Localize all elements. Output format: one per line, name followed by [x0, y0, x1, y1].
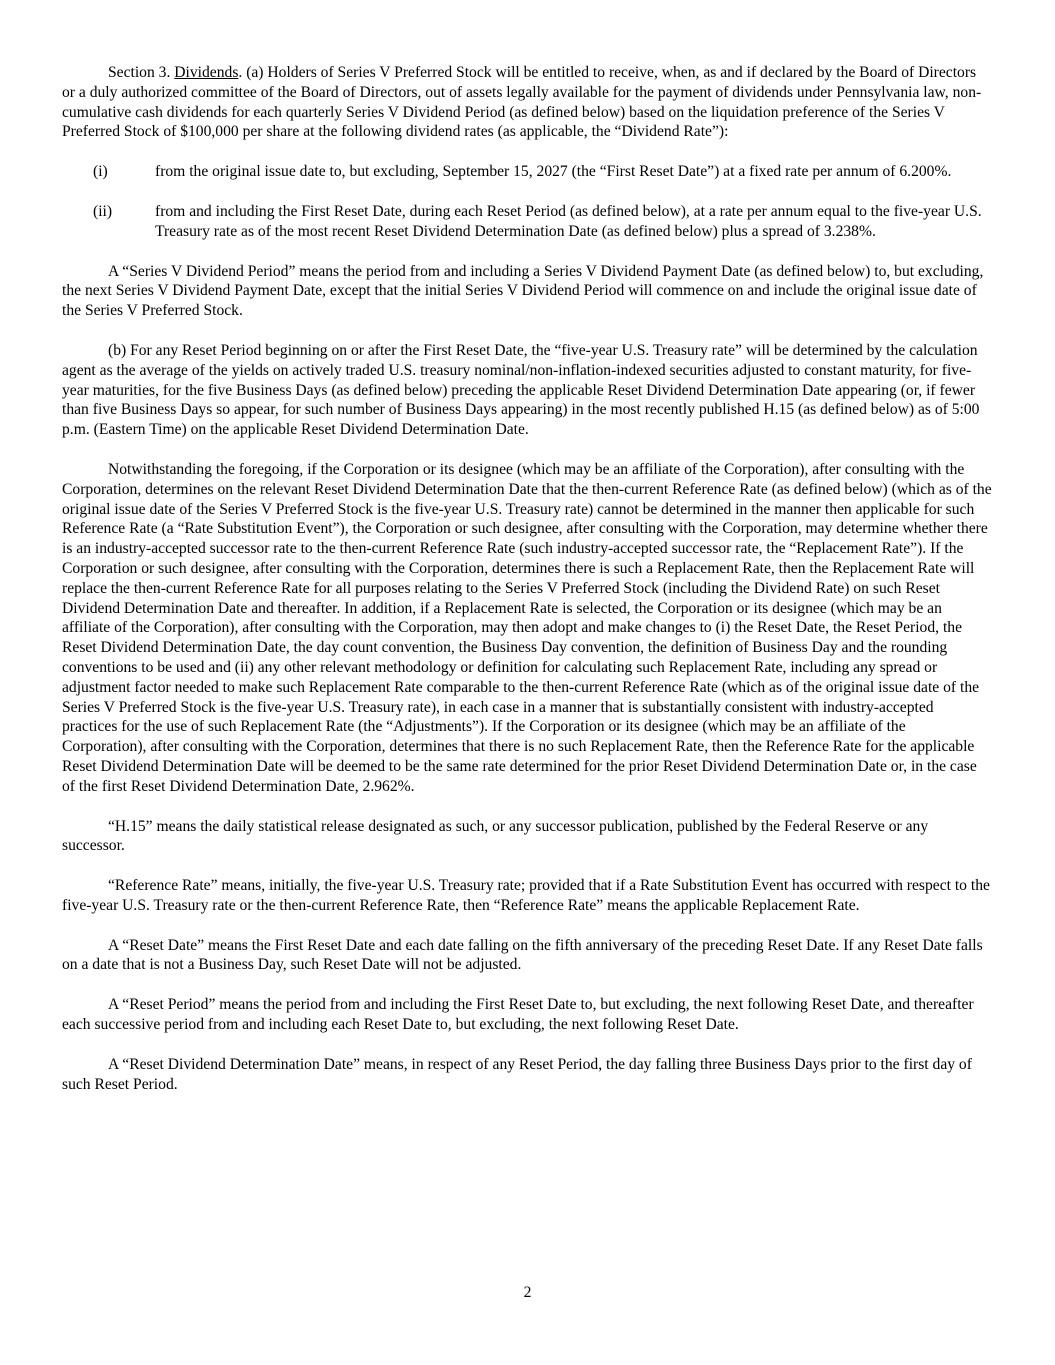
item-number: (i) — [93, 163, 108, 181]
page-number: 2 — [523, 1284, 532, 1301]
item-text: from and including the First Reset Date, during each Reset Period (as defined below), at a rate per annum equal to the five-year U.S. Treasury rate as of the most recent Reset Dividend Determination Date (as defined below) plus a spread of 3.238%. — [155, 202, 982, 240]
section-heading: Dividends — [174, 64, 239, 81]
rate-substitution-paragraph: Notwithstanding the foregoing, if the Corporation or its designee (which may be an affiliate of the Corporation), after consulting with the Corporation, determines on the relevant Reset Dividend Determination Date that the then-current Reference Rate (as defined below) (which as of the original issue date of the Series V Preferred Stock is the five-year U.S. Treasury rate) cannot be determined in the manner then applicable for such Reference Rate (a “Rate Substitution Event”), the Corporation or such designee, after consulting with the Corporation, may determine whether there is an industry-accepted successor rate to the then-current Reference Rate (such industry-accepted successor rate, the “Replacement Rate”). If the Corporation or such designee, after consulting with the Corporation, determines there is such a Replacement Rate, then the Replacement Rate will replace the then-current Reference Rate for all purposes relating to the Series V Preferred Stock (including the Dividend Rate) on such Reset Dividend Determination Date and thereafter. In addition, if a Replacement Rate is selected, the Corporation or its designee (which may be an affiliate of the Corporation), after consulting with the Corporation, may then adopt and make changes to (i) the Reset Date, the Reset Period, the Reset Dividend Determination Date, the day count convention, the Business Day convention, the definition of Business Day and the rounding conventions to be used and (ii) any other relevant methodology or definition for calculating such Replacement Rate, including any spread or adjustment factor needed to make such Replacement Rate comparable to the then-current Reference Rate (which as of the original issue date of the Series V Preferred Stock is the five-year U.S. Treasury rate), in each case in a manner that is substantially consistent with industry-accepted practices for the use of such Replacement Rate (the “Adjustments”). If the Corporation or its designee (which may be an affiliate of the Corporation), after consulting with the Corporation, determines that there is no such Replacement Rate, then the Reference Rate for the applicable Reset Dividend Determination Date will be deemed to be the same rate determined for the prior Reset Dividend Determination Date or, in the case of the first Reset Dividend Determination Date, 2.962%. — [62, 460, 992, 795]
section-3-paragraph — [62, 63, 992, 142]
section-label: Section 3. — [108, 64, 171, 81]
series-v-dividend-period-paragraph: A “Series V Dividend Period” means the period from and including a Series V Dividend Payment Date (as defined below) to, but excluding, the next Series V Dividend Payment Date, except that the initial Series V Dividend Period will commence on and include the original issue date of the Series V Preferred Stock. — [62, 262, 984, 320]
item-number: (ii) — [93, 202, 113, 220]
item-text: from the original issue date to, but excluding, September 15, 2027 (the “First Reset Date”) at a fixed rate per annum of 6.200%. — [155, 163, 952, 181]
dividend-rate-item — [62, 162, 992, 182]
reset-period-definition-paragraph: A “Reset Period” means the period from and including the First Reset Date to, but excluding, the next following Reset Date, and thereafter each successive period from and including each Reset Date to, but excluding, the next following Reset Date. — [62, 996, 974, 1034]
h15-definition-paragraph: “H.15” means the daily statistical release designated as such, or any successor publication, published by the Federal Reserve or any successor. — [62, 817, 929, 855]
reference-rate-definition-paragraph: “Reference Rate” means, initially, the five-year U.S. Treasury rate; provided that if a Rate Substitution Event has occurred with respect to the five-year U.S. Treasury rate or the then-current Reference Rate, then “Reference Rate” means the applicable Replacement Rate. — [62, 877, 990, 914]
dividend-rate-item — [62, 202, 992, 242]
section-intro: . (a) Holders of Series V Preferred Stock will be entitled to receive, when, as and if declared by the Board of Directors or a duly authorized committee of the Board of Directors, out of assets legally available for the payment of dividends under Pennsylvania law, non-cumulative cash dividends for each quarterly Series V Dividend Period (as defined below) based on the liquidation preference of the Series V Preferred Stock of $100,000 per share at the following dividend rates (as applicable, the “Dividend Rate”): — [62, 64, 982, 141]
reset-date-definition-paragraph: A “Reset Date” means the First Reset Date and each date falling on the fifth anniversary of the preceding Reset Date. If any Reset Date falls on a date that is not a Business Day, such Reset Date will not be adjusted. — [62, 936, 983, 974]
document-page — [62, 63, 992, 1114]
treasury-rate-paragraph: (b) For any Reset Period beginning on or after the First Reset Date, the “five-year U.S. Treasury rate” will be determined by the calculation agent as the average of the yields on actively traded U.S. treasury nominal/non-inflation-indexed securities adjusted to constant maturity, for five-year maturities, for the five Business Days (as defined below) preceding the applicable Reset Dividend Determination Date appearing (or, if fewer than five Business Days so appear, for such number of Business Days appearing) in the most recently published H.15 (as defined below) as of 5:00 p.m. (Eastern Time) on the applicable Reset Dividend Determination Date. — [62, 341, 980, 439]
reset-determination-date-paragraph: A “Reset Dividend Determination Date” means, in respect of any Reset Period, the day falling three Business Days prior to the first day of such Reset Period. — [62, 1055, 972, 1093]
